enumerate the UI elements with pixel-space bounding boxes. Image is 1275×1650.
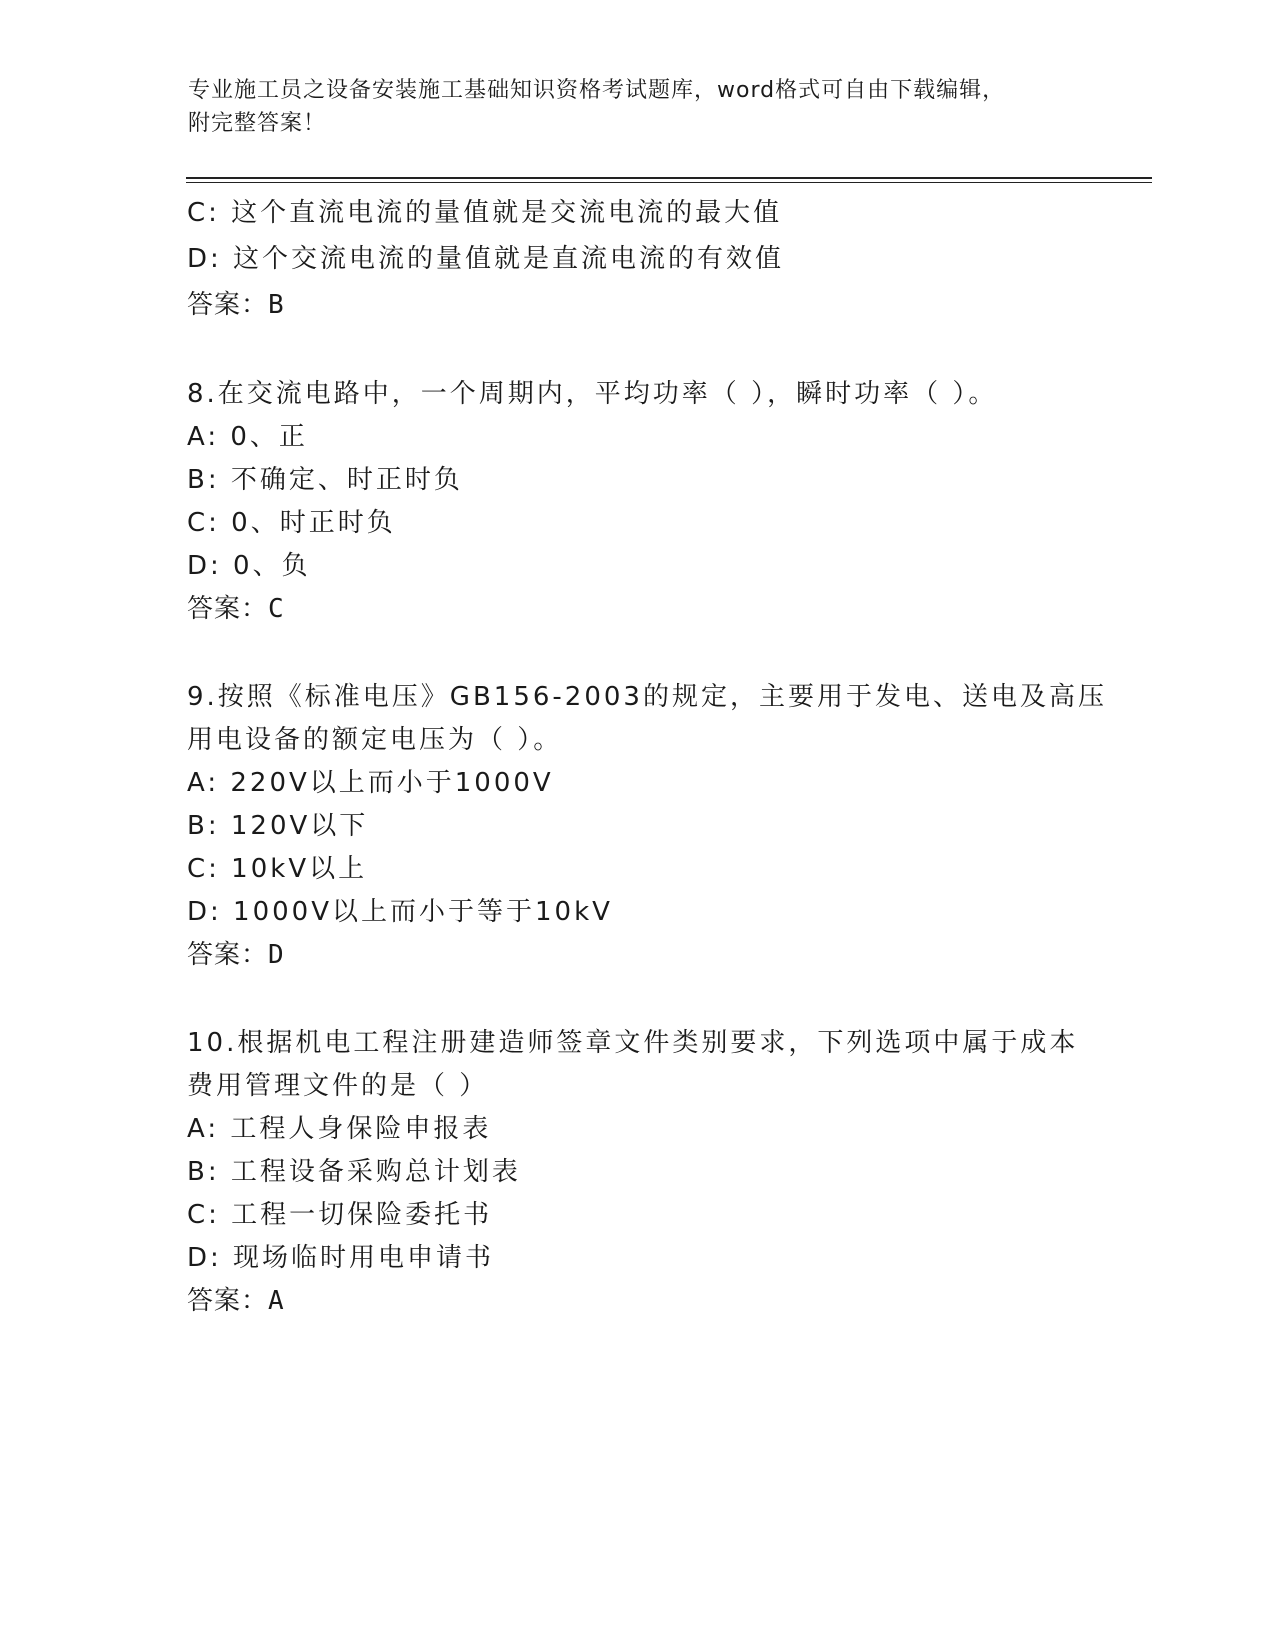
question-spacer bbox=[187, 328, 1087, 373]
header-divider-thick bbox=[186, 177, 1152, 179]
answer-line: 答案：B bbox=[187, 290, 285, 320]
option-b: B: 120V以下 bbox=[187, 811, 369, 841]
option-c: C: 10kV以上 bbox=[187, 854, 368, 884]
answer-line: 答案：C bbox=[187, 594, 285, 624]
question-text: 用电设备的额定电压为（ ）。 bbox=[187, 725, 563, 755]
question-spacer bbox=[187, 977, 1087, 1022]
answer-line: 答案：A bbox=[187, 1286, 285, 1316]
question-spacer bbox=[187, 631, 1087, 676]
question-text: 10.根据机电工程注册建造师签章文件类别要求，下列选项中属于成本 bbox=[187, 1028, 1079, 1058]
option-d: D: 0、负 bbox=[187, 551, 311, 581]
option-c: C: 这个直流电流的量值就是交流电流的最大值 bbox=[187, 198, 783, 228]
question-7-tail bbox=[187, 190, 1087, 328]
header-divider-thin bbox=[186, 182, 1152, 183]
answer-line: 答案：D bbox=[187, 940, 285, 970]
question-10 bbox=[187, 1022, 1087, 1323]
option-c: C: 0、时正时负 bbox=[187, 508, 396, 538]
option-d: D: 这个交流电流的量值就是直流电流的有效值 bbox=[187, 244, 785, 274]
option-d: D: 现场临时用电申请书 bbox=[187, 1243, 495, 1273]
option-d: D: 1000V以上而小于等于10kV bbox=[187, 897, 613, 927]
question-text: 8.在交流电路中，一个周期内，平均功率（ ），瞬时功率（ ）。 bbox=[187, 379, 998, 409]
question-content bbox=[187, 190, 1107, 1323]
option-b: B: 工程设备采购总计划表 bbox=[187, 1157, 521, 1187]
option-a: A: 0、正 bbox=[187, 422, 308, 452]
header-line-1: 专业施工员之设备安装施工基础知识资格考试题库，word格式可自由下载编辑， bbox=[188, 78, 1006, 103]
question-8 bbox=[187, 373, 1087, 631]
document-header bbox=[188, 74, 1088, 140]
option-c: C: 工程一切保险委托书 bbox=[187, 1200, 493, 1230]
option-a: A: 220V以上而小于1000V bbox=[187, 768, 554, 798]
question-text: 9.按照《标准电压》GB156-2003的规定，主要用于发电、送电及高压 bbox=[187, 682, 1107, 712]
question-9 bbox=[187, 676, 1107, 977]
question-text: 费用管理文件的是（ ） bbox=[187, 1071, 489, 1101]
header-line-2: 附完整答案！ bbox=[188, 111, 327, 136]
option-a: A: 工程人身保险申报表 bbox=[187, 1114, 492, 1144]
option-b: B: 不确定、时正时负 bbox=[187, 465, 463, 495]
